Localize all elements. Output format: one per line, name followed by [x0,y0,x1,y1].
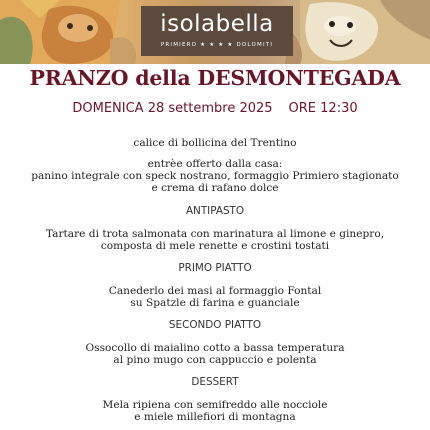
entree-intro: entrèe offerto dalla casa: [147,158,283,170]
secondo-heading: SECONDO PIATTO [168,319,262,331]
logo-subtitle: PRIMIERO ★ ★ ★ ★ DOLOMITI [160,42,274,48]
logo-title: isolabella [160,11,274,37]
date-time-line [0,101,430,116]
event-date: DOMENICA 28 settembre 2025 [72,101,273,116]
primo-description-cont: su Spatzle di farina e guanciale [130,297,300,309]
secondo-description-cont: al pino mugo con cappuccio e polenta [113,354,317,366]
antipasto-description: Tartare di trota salmonata con marinatura al limone e ginepro, [45,228,385,240]
antipasto-heading: ANTIPASTO [185,205,245,217]
dessert-description: Mela ripiena con semifreddo alle nocciole [102,399,328,411]
primo-heading: PRIMO PIATTO [178,262,252,274]
dessert-description-cont: e miele millefiori di montagna [134,411,296,423]
dessert-heading: DESSERT [191,376,239,388]
header-banner [0,0,430,64]
secondo-description: Ossocollo di maialino cotto a bassa temperatura [85,342,345,354]
entree-description: panino integrale con speck nostrano, formaggio Primiero stagionato [31,170,399,182]
event-title: PRANZO della DESMONTEGADA [29,66,401,90]
entree-description-cont: e crema di rafano dolce [151,182,279,194]
primo-description: Canederlo dei masi al formaggio Fontal [108,285,322,297]
hotel-logo [141,6,293,56]
event-time: ORE 12:30 [288,101,358,116]
antipasto-description-cont: composta di mele renette e crostini tostati [100,240,330,252]
welcome-drink: calice di bollicina del Trentino [133,137,297,149]
